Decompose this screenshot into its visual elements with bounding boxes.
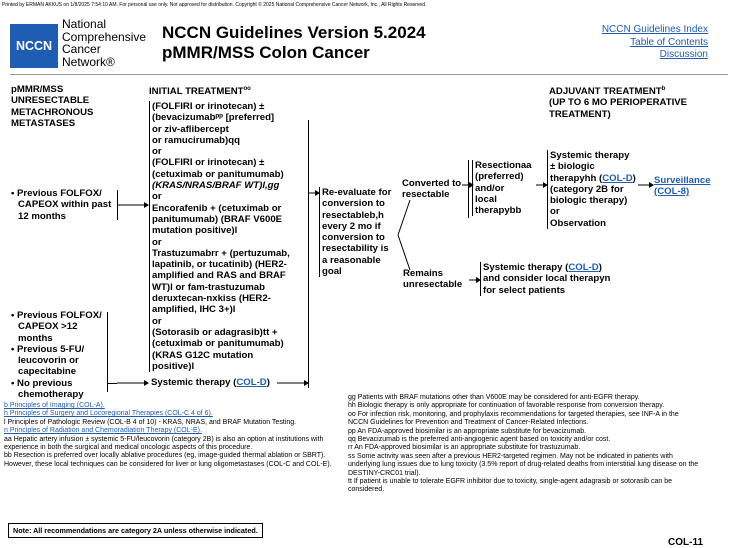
resection-line: (preferred)	[475, 171, 524, 183]
systemic-therapy-text: Systemic therapy (	[151, 377, 237, 388]
regimen-line: (FOLFIRI or irinotecan) ±	[152, 157, 265, 169]
prev-folfox-within-12mo	[11, 188, 111, 222]
converted-line: resectable	[402, 189, 450, 201]
regimen-line: or	[152, 191, 162, 203]
reeval-line: conversion to	[322, 198, 385, 210]
nav-links	[602, 24, 708, 62]
arrow-to-regimens	[117, 200, 149, 210]
resection-line: Resectionaa	[475, 160, 532, 171]
prev-line: • No previous	[11, 377, 73, 389]
prev-line: months	[18, 332, 53, 344]
sysbio-line: biologic therapy)	[550, 195, 628, 207]
page-code: COL-11	[668, 537, 704, 548]
prev-line: • Previous FOLFOX/	[11, 188, 102, 199]
sysbio-line: Observation	[550, 217, 606, 229]
systemic-biologic-box	[547, 150, 642, 229]
prev-groups-bracket	[107, 312, 108, 392]
reeval-line: resectableb,h	[322, 209, 384, 221]
bracket-connector	[107, 383, 117, 384]
regimen-line: or ziv-aflibercept	[152, 123, 229, 135]
arrow-systemic-to-reeval	[277, 378, 309, 388]
sysbio-line: (category 2B for	[550, 183, 624, 195]
footnote: rr An FDA-approved biosimilar is an appropriate substitute for trastuzumab.	[348, 444, 581, 452]
logo-line: Network®	[62, 54, 115, 69]
regimen-line: Encorafenib + (cetuximab or	[152, 202, 282, 214]
footnote: oo For infection risk, monitoring, and prophylaxis recommendations for targeted therapies, see INF-A in the NCCN Guidelines for Prevention and Treatment of Cancer-Related Infections.	[348, 410, 679, 427]
footnote: pp An FDA-approved biosimilar is an appropriate substitute for bevacizumab.	[348, 427, 587, 435]
title-topic: pMMR/MSS Colon Cancer	[162, 43, 370, 62]
remains-box	[480, 262, 633, 296]
prev-line: • Previous FOLFOX/	[11, 310, 102, 321]
table-of-contents-link[interactable]: Table of Contents	[630, 36, 708, 48]
prev-line: CAPEOX >12	[18, 321, 78, 333]
close-paren: )	[266, 377, 270, 388]
footnote: l Principles of Pathologic Review (COL-B 4 of 10) - KRAS, NRAS, and BRAF Mutation Testing.	[4, 418, 297, 426]
reeval-line: every 2 mo if	[322, 220, 381, 232]
regimen-line: or	[152, 146, 162, 158]
col-d-link[interactable]: COL-D	[602, 172, 633, 184]
regimen-line: or	[152, 315, 162, 327]
regimen-line: (KRAS G12C mutation	[152, 349, 254, 361]
left-heading	[11, 84, 93, 129]
logo-line: National	[62, 17, 107, 31]
footnote[interactable]: b Principles of Imaging (COL-A).	[4, 402, 105, 409]
footnotes-left	[4, 402, 334, 469]
prev-line: capecitabine	[18, 366, 77, 378]
sysbio-line: Systemic therapy	[550, 150, 630, 161]
header-divider	[10, 74, 728, 75]
converted-label	[402, 178, 461, 201]
discussion-link[interactable]: Discussion	[659, 49, 708, 60]
regimen-bracket	[308, 120, 309, 388]
adjuvant-heading-text: ADJUVANT TREATMENT	[549, 86, 662, 98]
branch-lines	[395, 195, 413, 275]
reeval-line: a reasonable	[322, 254, 381, 266]
initial-heading-text: INITIAL TREATMENT	[149, 86, 244, 98]
regimen-line: (KRAS/NRAS/BRAF WT)l,gg	[152, 180, 280, 192]
footnote: qq Bevacizumab is the preferred anti-angiogenic agent based on toxicity and/or cost.	[348, 436, 611, 444]
regimen-line: amplified and RAS and BRAF	[152, 270, 286, 282]
adjuvant-heading-sup: b	[661, 86, 666, 92]
close-paren: )	[632, 172, 636, 184]
regimen-line: deruxtecan-nxkiss (HER2-	[152, 293, 271, 305]
regimen-line: (cetuximab or panitumumab)	[152, 338, 284, 350]
regimen-line: (cetuximab or panitumumab)	[152, 168, 284, 180]
reeval-line: resectability is	[322, 243, 389, 255]
regimen-line: lapatinib, or tucatinib) (HER2-	[152, 259, 287, 271]
regimen-line: (FOLFIRI or irinotecan) ±	[152, 101, 265, 112]
prev-line: leucovorin or	[18, 355, 79, 367]
surveillance-link[interactable]: Surveillance	[654, 175, 711, 186]
regimen-list	[149, 101, 307, 372]
footnote[interactable]: n Principles of Radiation and Chemoradiation Therapy (COL-E).	[4, 427, 202, 435]
footnote: gg Patients with BRAF mutations other than V600E may be considered for anti-EGFR therapy.	[348, 394, 640, 401]
prev-line: CAPEOX within past	[18, 199, 112, 211]
footnote[interactable]: h Principles of Surgery and Locoregional Therapies (COL-C 4 of 6).	[4, 410, 213, 418]
adjuvant-heading	[549, 84, 687, 120]
remains-label	[403, 268, 462, 291]
page-title	[162, 23, 426, 63]
prev-line: chemotherapy	[18, 389, 84, 401]
footnote: hh Biologic therapy is only appropriate for continuation of favorable response from conversion therapy.	[348, 402, 665, 410]
resection-box	[472, 160, 539, 216]
col-d-link[interactable]: COL-D	[236, 377, 267, 388]
reeval-line: goal	[322, 266, 342, 278]
reevaluate-box	[319, 187, 398, 277]
heading-line: METACHRONOUS	[11, 106, 94, 118]
remains-line: Remains	[403, 268, 443, 279]
nccn-logo: NCCN	[10, 24, 58, 68]
arrow-to-systemic	[117, 378, 149, 388]
category-note: Note: All recommendations are category 2A unless otherwise indicated.	[8, 523, 263, 538]
regimen-line: (bevacizumabᵖᵖ [preferred]	[152, 112, 275, 124]
heading-line: pMMR/MSS	[11, 84, 64, 95]
sysbio-line: or	[550, 206, 560, 218]
remains-line: unresectable	[403, 279, 463, 291]
remains-box-line: for select patients	[483, 284, 566, 296]
regimen-line: or	[152, 236, 162, 248]
footnote: aa Hepatic artery infusion ± systemic 5-FU/leucovorin (category 2B) is also an option at institutions with experience in both the surgical and medical oncologic aspects of this procedure.	[4, 435, 324, 452]
prev-line: • Previous 5-FU/	[11, 343, 85, 355]
heading-line: METASTASES	[11, 117, 76, 129]
heading-line: UNRESECTABLE	[11, 95, 90, 107]
sysbio-line: ± biologic	[550, 161, 595, 173]
resection-line: therapybb	[475, 205, 522, 217]
guidelines-index-link[interactable]: NCCN Guidelines Index	[601, 24, 708, 35]
col-d-link[interactable]: COL-D	[568, 262, 599, 273]
logo-line: Cancer	[62, 42, 101, 56]
initial-heading-sup: oo	[243, 86, 251, 92]
remains-box-line: Systemic therapy (	[483, 262, 569, 273]
reeval-line: Re-evaluate for	[322, 187, 392, 198]
prev-groups	[11, 310, 102, 400]
regimen-line: WT)l or fam-trastuzumab	[152, 281, 265, 293]
col8-link[interactable]: (COL-8)	[654, 186, 690, 198]
reeval-line: conversion to	[322, 232, 385, 244]
heading-line: (UP TO 6 MO PERIOPERATIVE	[549, 97, 688, 109]
initial-treatment-heading	[149, 84, 251, 97]
resection-line: and/or	[475, 182, 505, 194]
regimen-line: positive)l	[152, 360, 195, 372]
logo-line: Comprehensive	[62, 29, 147, 44]
print-notice: Printed by ERMAN AKKUS on 1/8/2025 7:54:10 AM. For personal use only. Not approved for distribution. Copyright © 2025 National Comprehensive Cancer Network, Inc., All Rights Reserved.	[2, 2, 427, 8]
close-paren: )	[598, 262, 602, 273]
footnote: tt If patient is unable to tolerate EGFR inhibitor due to toxicity, single-agent adagrasib or sotorasib can be considered.	[348, 478, 672, 494]
regimen-line: or ramucirumab)qq	[152, 134, 240, 146]
logo-name	[62, 18, 146, 68]
surveillance	[654, 175, 711, 198]
footnotes-right	[348, 394, 700, 495]
heading-line: TREATMENT)	[549, 108, 611, 120]
prev-line: 12 months	[18, 210, 66, 222]
footnote: bb Resection is preferred over locally ablative procedures (eg, image-guided thermal ablation or SBRT). However, these local techniques can be considered for liver or lung oligometastases (COL-C and COL-E).	[4, 452, 332, 468]
regimen-line: (Sotorasib or adagrasib)tt +	[152, 326, 278, 338]
footnote: ss Some activity was seen after a previous HER2-targeted regimen. May not be indicated in patients with underlying lung issues due to lung toxicity (3.5% report of drug-related deaths from interstitial lung disease on the DESTINY-CRC01 trial).	[348, 452, 699, 477]
remains-box-line: and consider local therapyn	[483, 273, 611, 285]
title-version: NCCN Guidelines Version 5.2024	[162, 23, 426, 42]
regimen-line: panitumumab) (BRAF V600E	[152, 213, 283, 225]
converted-line: Converted to	[402, 178, 462, 189]
regimen-line: mutation positive)l	[152, 225, 238, 237]
regimen-line: Trastuzumabrr + (pertuzumab,	[152, 247, 290, 259]
systemic-therapy-option	[151, 377, 270, 388]
resection-line: local	[475, 193, 497, 205]
regimen-line: amplified, IHC 3+)l	[152, 304, 236, 316]
arrow-to-surveillance	[638, 180, 654, 190]
sysbio-line: therapyhh (	[550, 172, 603, 184]
